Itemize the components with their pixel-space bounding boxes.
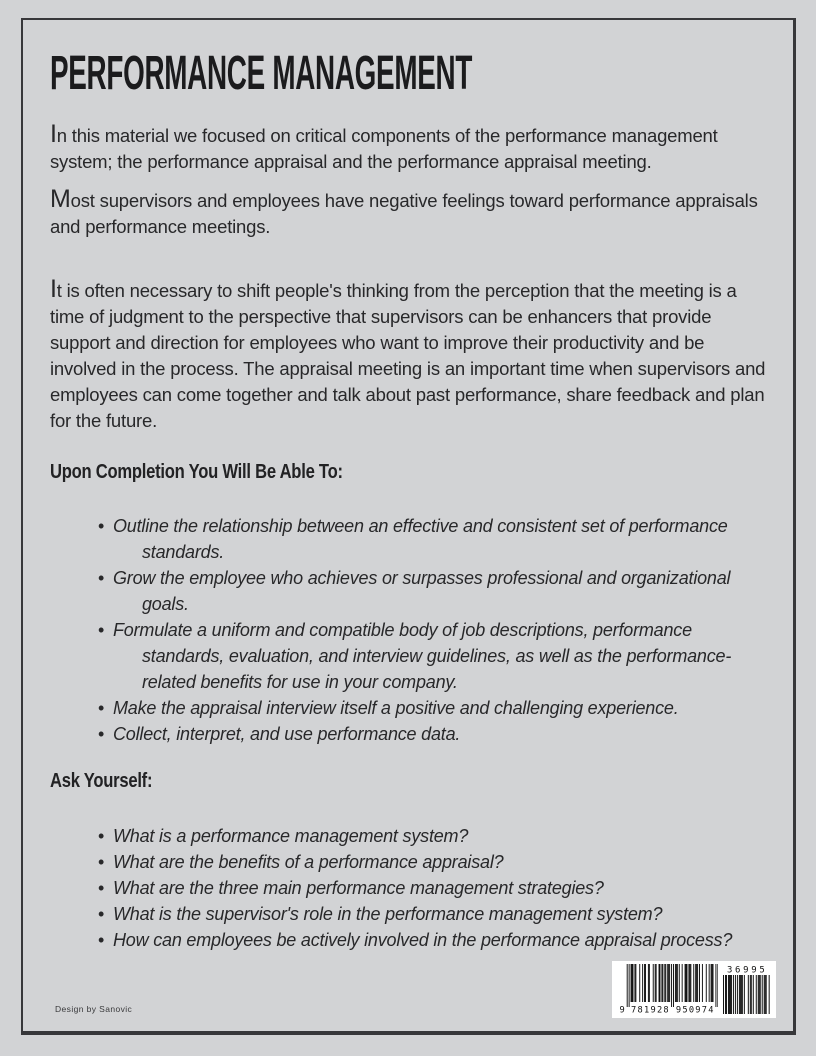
objective-item: • Grow the employee who achieves or surpasses professional and organizational goals. [98, 565, 746, 617]
meeting-paragraph: It is often necessary to shift people's thinking from the perception that the meeting is a time of judgment to the perspective that supervisors can be enhancers that provide support and direction for employees who want to improve their productivity and be involved in the process. The appraisal meeting is an important time when supervisors and employees can come together and talk about past performance, share feedback and plan for the future. [50, 275, 766, 431]
question-item: • How can employees be actively involved in the performance appraisal process? [98, 927, 746, 953]
objective-item: • Outline the relationship between an effective and consistent set of performance standards. [98, 513, 746, 565]
dropcap-letter: M [50, 185, 71, 213]
barcode-right-digits: 950974 [675, 1005, 714, 1014]
attitudes-paragraph: Most supervisors and employees have negative feelings toward performance appraisals and performance meetings. [50, 185, 758, 237]
objective-item: • Collect, interpret, and use performance data. [98, 721, 746, 747]
ean13-barcode [619, 964, 718, 1014]
section-heading-objectives: Upon Completion You Will Be Able To: [50, 461, 343, 483]
design-credit: Design by Sanovic [55, 1004, 133, 1014]
page-title: PERFORMANCE MANAGEMENT [50, 47, 473, 100]
objectives-list [98, 513, 746, 747]
supplement-digits: 36995 [727, 965, 766, 976]
barcode-lead-digit: 9 [619, 1005, 625, 1014]
objective-item: • Formulate a uniform and compatible body of job descriptions, performance standards, evaluation, and interview guidelines, as well as the performance-related benefits for use in your company. [98, 617, 746, 695]
isbn-barcode [612, 961, 776, 1018]
question-item: • What are the benefits of a performance appraisal? [98, 849, 746, 875]
questions-list [98, 823, 746, 953]
dropcap-letter: I [50, 120, 57, 148]
barcode-left-digits: 781928 [631, 1005, 669, 1014]
ean5-supplement-barcode [722, 964, 770, 1014]
section-heading-ask-yourself: Ask Yourself: [50, 770, 153, 792]
question-item: • What is a performance management system? [98, 823, 746, 849]
question-item: • What are the three main performance management strategies? [98, 875, 746, 901]
dropcap-letter: I [50, 275, 57, 303]
objective-item: • Make the appraisal interview itself a positive and challenging experience. [98, 695, 746, 721]
intro-paragraph: In this material we focused on critical components of the performance management system; the performance appraisal and the performance appraisal meeting. [50, 120, 718, 172]
question-item: • What is the supervisor's role in the performance management system? [98, 901, 746, 927]
